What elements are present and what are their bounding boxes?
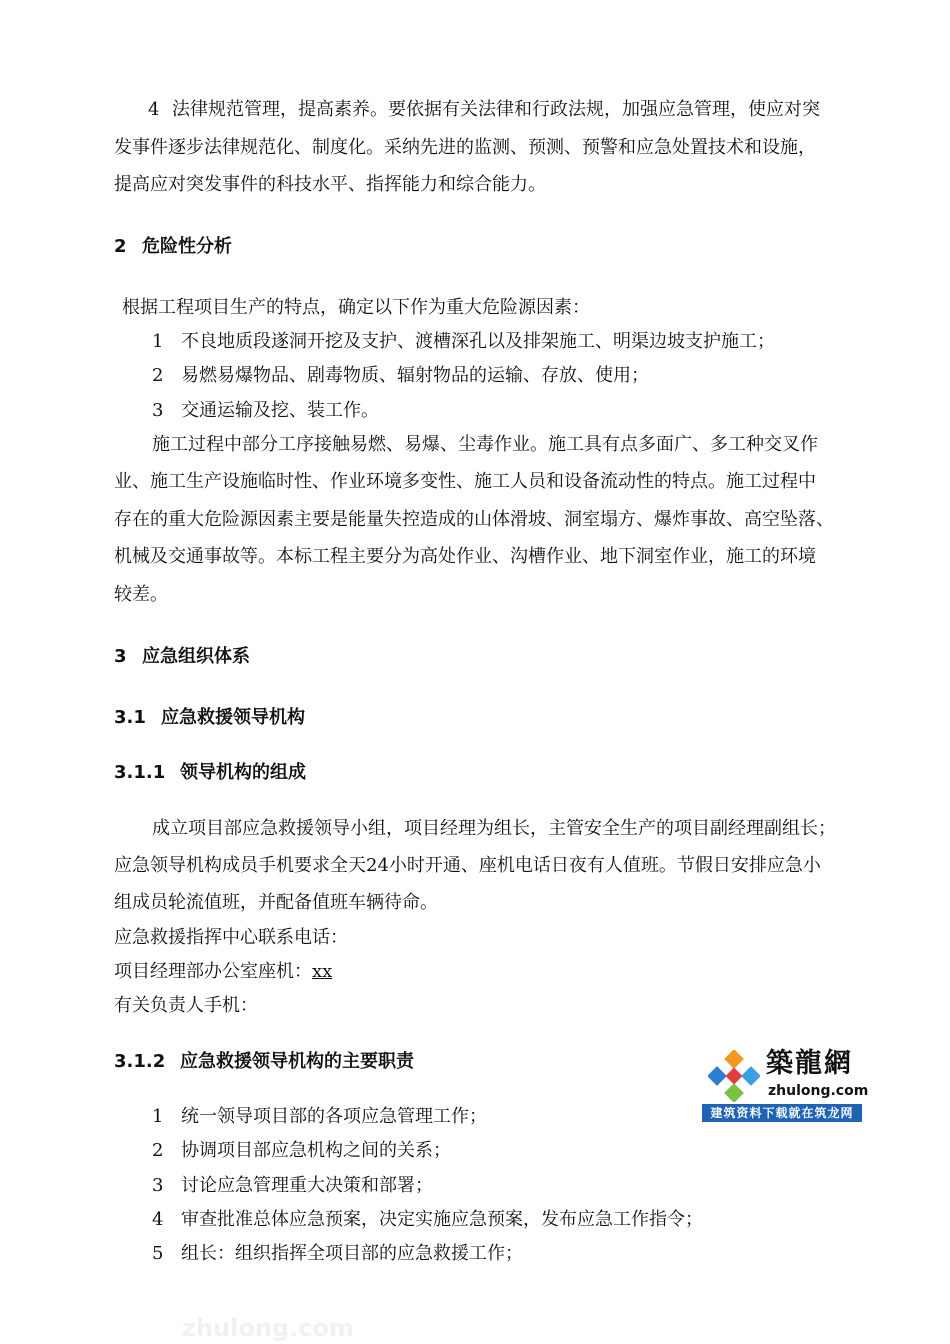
office-phone <box>114 963 332 981</box>
list-item <box>152 1177 433 1195</box>
heading-text: 领导机构的组成 <box>180 762 306 783</box>
heading-text: 应急组织体系 <box>142 646 250 667</box>
list-item <box>152 1142 451 1160</box>
subsection-heading-3-1 <box>114 709 305 727</box>
zhulong-logo <box>702 1044 869 1122</box>
section-heading-2 <box>114 238 232 256</box>
list-text: 交通运输及挖、装工作。 <box>181 400 379 421</box>
subsection-heading-3-1-1 <box>114 764 306 782</box>
paragraph-line: 存在的重大危险源因素主要是能量失控造成的山体滑坡、洞室塌方、爆炸事故、高空坠落、 <box>114 509 834 530</box>
list-number: 1 <box>152 331 164 352</box>
subsection-heading-3-1-2 <box>114 1053 414 1071</box>
list-number: 1 <box>152 1106 164 1127</box>
list-text: 法律规范管理，提高素养。要依据有关法律和行政法规，加强应急管理，使应对突 <box>172 99 820 120</box>
section-heading-3 <box>114 648 250 666</box>
section-intro: 根据工程项目生产的特点，确定以下作为重大危险源因素： <box>122 297 590 318</box>
paragraph-line: 成立项目部应急救援领导小组，项目经理为组长，主管安全生产的项目副经理副组长； <box>152 818 836 839</box>
logo-name: 築龍網 <box>766 1048 853 1079</box>
paragraph-line: 提高应对突发事件的科技水平、指挥能力和综合能力。 <box>114 174 546 195</box>
heading-number: 2 <box>114 236 127 257</box>
heading-number: 3.1.1 <box>114 762 166 783</box>
list-text: 统一领导项目部的各项应急管理工作； <box>181 1106 487 1127</box>
list-number: 3 <box>152 400 164 421</box>
contact-title: 应急救援指挥中心联系电话： <box>114 927 348 948</box>
paragraph-line: 业、施工生产设施临时性、作业环境多变性、施工人员和设备流动性的特点。施工过程中 <box>114 471 816 492</box>
list-item <box>152 367 649 385</box>
list-item <box>152 1108 487 1126</box>
paragraph-line: 组成员轮流值班，并配备值班车辆待命。 <box>114 892 438 913</box>
paragraph-line: 发事件逐步法律规范化、制度化。采纳先进的监测、预测、预警和应急处置技术和设施， <box>114 137 816 158</box>
list-number: 2 <box>152 1140 164 1161</box>
paragraph-line: 较差。 <box>114 584 168 605</box>
heading-number: 3 <box>114 646 127 667</box>
list-number: 4 <box>152 1209 164 1230</box>
list-item <box>152 402 379 420</box>
list-number: 5 <box>152 1243 164 1264</box>
list-text: 不良地质段遂洞开挖及支护、渡槽深孔以及排架施工、明渠边坡支护施工； <box>181 331 775 352</box>
list-text: 讨论应急管理重大决策和部署； <box>181 1175 433 1196</box>
heading-number: 3.1.2 <box>114 1051 166 1072</box>
list-text: 易燃易爆物品、剧毒物质、辐射物品的运输、存放、使用； <box>181 365 649 386</box>
watermark: zhulong.com <box>182 1314 354 1342</box>
list-number: 3 <box>152 1175 164 1196</box>
list-text: 组长：组织指挥全项目部的应急救援工作； <box>181 1243 523 1264</box>
office-phone-value: xx <box>312 961 333 982</box>
list-item <box>152 333 775 351</box>
list-text: 审查批准总体应急预案，决定实施应急预案，发布应急工作指令； <box>181 1209 703 1230</box>
list-number: 4 <box>148 99 160 120</box>
heading-number: 3.1 <box>114 707 146 728</box>
list-item <box>152 1245 523 1263</box>
list-text: 协调项目部应急机构之间的关系； <box>181 1140 451 1161</box>
logo-domain: zhulong.com <box>768 1083 869 1099</box>
prev-item-4 <box>148 101 820 119</box>
paragraph-line: 施工过程中部分工序接触易燃、易爆、尘毒作业。施工具有点多面广、多工种交叉作 <box>152 434 818 455</box>
office-phone-label: 项目经理部办公室座机： <box>114 961 312 982</box>
heading-text: 应急救援领导机构 <box>161 707 305 728</box>
paragraph-line: 应急领导机构成员手机要求全天24小时开通、座机电话日夜有人值班。节假日安排应急小 <box>114 855 821 876</box>
heading-text: 应急救援领导机构的主要职责 <box>180 1051 414 1072</box>
list-item <box>152 1211 703 1229</box>
mobile-phone-label: 有关负责人手机： <box>114 995 258 1016</box>
list-number: 2 <box>152 365 164 386</box>
zhulong-logo-icon <box>708 1050 760 1102</box>
paragraph-line: 机械及交通事故等。本标工程主要分为高处作业、沟槽作业、地下洞室作业，施工的环境 <box>114 546 816 567</box>
heading-text: 危险性分析 <box>142 236 232 257</box>
logo-slogan: 建筑资料下载就在筑龙网 <box>702 1104 862 1122</box>
